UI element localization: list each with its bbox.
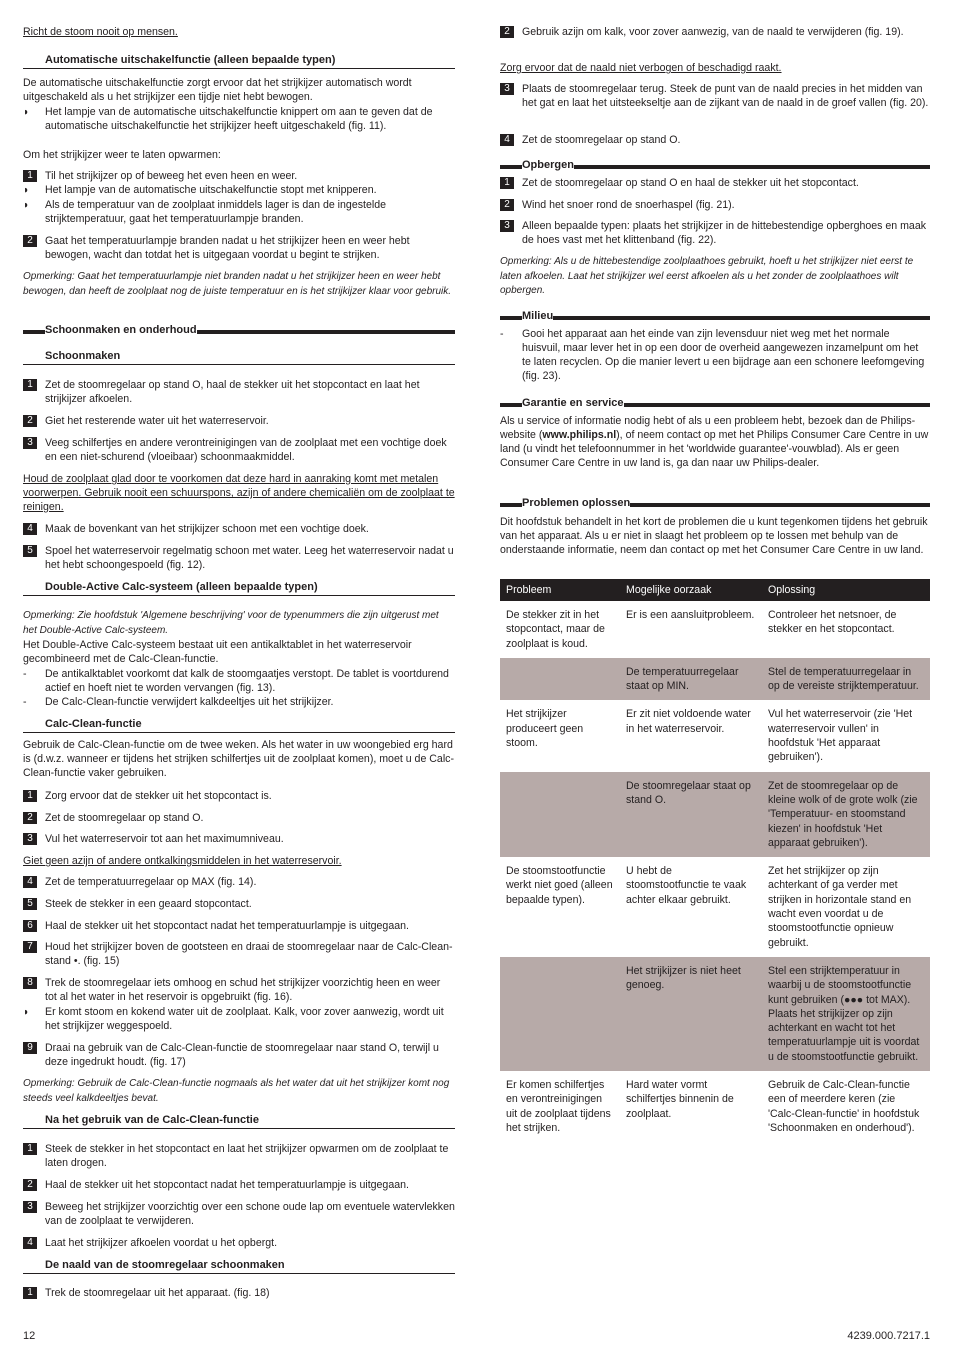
step-1 xyxy=(23,789,455,803)
guarantee-text-b: ), of neem contact op met het Philips Consumer Care Centre in uw land (u vindt het telefoonnummer in het 'worldwide guarantee'-vouwblad). Als er geen Consumer Care Centre in uw land is, ga dan naar uw Philips-dealer. xyxy=(500,429,929,469)
subheading-double-active: Double-Active Calc-systeem (alleen bepaalde typen) xyxy=(23,580,455,596)
step-number: 3 xyxy=(23,1201,37,1213)
step-2 xyxy=(23,234,455,262)
step-text: Zet de stoomregelaar op stand O en haal de stekker uit het stopcontact. xyxy=(522,177,859,189)
heading-bar xyxy=(23,330,45,334)
cell-cause: U hebt de stoomstootfunctie te vaak achter elkaar gebruikt. xyxy=(626,865,747,906)
step-number: 4 xyxy=(23,1237,37,1249)
step-2 xyxy=(23,414,455,428)
step-text: Haal de stekker uit het stopcontact nadat het temperatuurlampje is uitgegaan. xyxy=(45,920,409,932)
cell-solution: Zet de stoomregelaar op de kleine wolk of de grote wolk (zie 'Temperatuur- en stoomstand kiezen' in hoofdstuk 'Het apparaat gebruiken'). xyxy=(762,772,930,857)
step-5 xyxy=(23,897,455,911)
step-text: Wind het snoer rond de snoerhaspel (fig. 21). xyxy=(522,199,735,211)
heading-bar xyxy=(630,503,930,507)
step-text: Beweeg het strijkijzer voorzichtig over een schone oude lap om eventuele watervlekken van de zoolplaat te verwijderen. xyxy=(45,1201,455,1227)
cell-cause: De temperatuurregelaar staat op MIN. xyxy=(620,658,762,701)
cell-problem: Er komen schilfertjes en verontreinigingen uit de zoolplaat tijdens het strijken. xyxy=(506,1079,611,1134)
step-4 xyxy=(23,875,455,889)
step-3 xyxy=(500,82,930,110)
step-number: 3 xyxy=(500,220,514,232)
cell-cause: Hard water vormt schilfertjes binnenin de zoolplaat. xyxy=(626,1079,734,1120)
step-number: 1 xyxy=(23,1143,37,1155)
guarantee-para xyxy=(500,414,930,470)
cell-solution: Zet het strijkijzer op zijn achterkant of ga verder met strijken in horizontale stand en wacht even voordat u de stoomstootfunctie opnieuw gebruikt. xyxy=(768,865,912,949)
step-2 xyxy=(23,1178,455,1192)
table-row xyxy=(500,700,930,771)
step-number: 3 xyxy=(23,437,37,449)
step-text: Maak de bovenkant van het strijkijzer schoon met een vochtige doek. xyxy=(45,523,369,535)
cell-cause: De stoomregelaar staat op stand O. xyxy=(620,772,762,857)
bullet-icon: ◗ xyxy=(23,106,30,118)
step-number: 2 xyxy=(23,812,37,824)
step-text: Zet de stoomregelaar op stand O. xyxy=(45,812,204,824)
auto-off-heading: Automatische uitschakelfunctie (alleen bepaalde typen) xyxy=(23,53,455,69)
calc-clean-para: Gebruik de Calc-Clean-functie om de twee weken. Als het water in uw woongebied erg hard is (d.w.z. wanneer er tijdens het strijken schilfertjes uit de zoolplaat komen), moet u de Calc-Clean-functie vaker gebruiken. xyxy=(23,739,455,779)
step-3 xyxy=(23,1200,455,1228)
step-text: Gebruik azijn om kalk, voor zover aanwezig, van de naald te verwijderen (fig. 19). xyxy=(522,26,904,38)
bullet xyxy=(23,198,455,226)
step-number: 2 xyxy=(23,235,37,247)
cell-problem xyxy=(500,957,620,1071)
header-solution: Oplossing xyxy=(762,579,930,601)
cleaning-warning: Houd de zoolplaat glad door te voorkomen dat deze hard in aanraking komt met metalen voorwerpen. Gebruik nooit een schuurspons, azijn of andere chemicaliën om de zoolplaat te reinigen. xyxy=(23,473,455,513)
dash-item xyxy=(23,667,455,695)
step-number: 3 xyxy=(23,833,37,845)
cell-cause: Er zit niet voldoende water in het waterreservoir. xyxy=(626,708,751,735)
auto-off-para: De automatische uitschakelfunctie zorgt ervoor dat het strijkijzer automatisch wordt uitgeschakeld als u het strijkijzer een tijdje niet hebt bewogen. xyxy=(23,77,412,103)
heading-bar xyxy=(197,330,455,334)
subheading-calc-clean: Calc-Clean-functie xyxy=(23,717,455,733)
troubleshooting-para: Dit hoofdstuk behandelt in het kort de problemen die u kunt tegenkomen tijdens het gebruik van het apparaat. Als u er niet in slaagt het probleem op te lossen met behulp van de onderstaande informatie, neem dan contact op met het Consumer Care Centre in uw land. xyxy=(500,516,928,556)
auto-off-bullet xyxy=(23,105,455,133)
auto-off-para2: Om het strijkijzer weer te laten opwarmen: xyxy=(23,149,221,161)
step-text: Spoel het waterreservoir regelmatig schoon met water. Leeg het waterreservoir nadat u het hebt schoongespoeld (fig. 12). xyxy=(45,545,454,571)
step-text: Zet de temperatuurregelaar op MAX (fig. 14). xyxy=(45,876,257,888)
calc-clean-note: Opmerking: Gebruik de Calc-Clean-functie nogmaals als het water dat uit het strijkijzer komt nog steeds veel kalkdeeltjes bevat. xyxy=(23,1078,450,1104)
table-header-row xyxy=(500,579,930,601)
dash-text: De antikalktablet voorkomt dat kalk de stoomgaatjes verstopt. De tablet is voortdurend actief en hoeft niet te worden vervangen (fig. 13). xyxy=(45,668,449,694)
step-2 xyxy=(500,25,930,39)
step-number: 2 xyxy=(23,1179,37,1191)
step-text: Plaats de stoomregelaar terug. Steek de punt van de naald precies in het midden van het gat en laat het uitsteekseltje aan de zijkant van de naald in de groef vallen (fig. 20). xyxy=(522,83,929,109)
step-4 xyxy=(500,133,930,147)
heading-bar xyxy=(574,165,930,169)
subheading-cleaning: Schoonmaken xyxy=(23,349,455,365)
section-heading-troubleshooting xyxy=(500,496,930,510)
step-1 xyxy=(23,1142,455,1170)
header-problem: Probleem xyxy=(500,579,620,601)
step-1 xyxy=(23,378,455,406)
step-4 xyxy=(23,1236,455,1250)
step-text: Gaat het temperatuurlampje branden nadat u het strijkijzer heen en weer hebt bewogen, wacht dan totdat het is uitgegaan voordat u begint te strijken. xyxy=(45,235,410,261)
step-text: Steek de stekker in een geaard stopcontact. xyxy=(45,898,252,910)
section-title: Schoonmaken en onderhoud xyxy=(45,324,197,336)
step-number: 5 xyxy=(23,898,37,910)
step-number: 1 xyxy=(23,379,37,391)
section-heading-storage xyxy=(500,158,930,172)
dash-text: De Calc-Clean-functie verwijdert kalkdeeltjes uit het strijkijzer. xyxy=(45,696,334,708)
guarantee-text-a: Als u service of informatie nodig hebt of als u een probleem hebt, bezoek dan de Philips-website ( xyxy=(500,415,916,441)
storage-note: Opmerking: Als u de hittebestendige zoolplaathoes gebruikt, hoeft u het strijkijzer niet eerst te laten afkoelen. Laat het strijkijzer wel eerst afkoelen als u het zonder de zoolplaathoes wilt opbergen. xyxy=(500,256,914,296)
auto-off-note: Opmerking: Gaat het temperatuurlampje niet branden nadat u het strijkijzer heen en weer hebt bewogen, dan heeft de zoolplaat nog de juiste temperatuur en is het strijkijzer klaar voor gebruik. xyxy=(23,271,452,297)
dash-item xyxy=(500,327,930,383)
heading-bar xyxy=(500,316,522,320)
header-cause: Mogelijke oorzaak xyxy=(620,579,762,601)
table-row xyxy=(500,957,930,1071)
step-number: 2 xyxy=(500,26,514,38)
step-text: Alleen bepaalde typen: plaats het strijkijzer in de hittebestendige opberghoes en maak de hoes vast met het klittenband (fig. 22). xyxy=(522,220,927,246)
calc-clean-warning: Giet geen azijn of andere ontkalkingsmiddelen in het waterreservoir. xyxy=(23,855,342,867)
step-number: 7 xyxy=(23,941,37,953)
section-heading-guarantee xyxy=(500,396,930,410)
table-row xyxy=(500,1071,930,1142)
section-title: Opbergen xyxy=(522,159,574,171)
step-number: 1 xyxy=(23,1287,37,1299)
cell-problem: Het strijkijzer produceert geen stoom. xyxy=(506,708,584,750)
heading-bar xyxy=(500,403,522,407)
cell-solution: Stel de temperatuurregelaar in op de vereiste strijktemperatuur. xyxy=(762,658,930,701)
section-title: Milieu xyxy=(522,310,554,322)
step-number: 3 xyxy=(500,83,514,95)
document-code: 4239.000.7217.1 xyxy=(847,1330,930,1342)
step-text: Zorg ervoor dat de stekker uit het stopcontact is. xyxy=(45,790,272,802)
step-number: 5 xyxy=(23,545,37,557)
heading-bar xyxy=(624,403,930,407)
cell-cause: Het strijkijzer is niet heet genoeg. xyxy=(620,957,762,1071)
step-number: 9 xyxy=(23,1042,37,1054)
double-active-para: Het Double-Active Calc-systeem bestaat uit een antikalktablet in het waterreservoir gecombineerd met de Calc-Clean-functie. xyxy=(23,639,412,665)
step-8 xyxy=(23,976,455,1004)
cell-problem xyxy=(500,658,620,701)
bullet-icon: ◗ xyxy=(23,199,30,211)
intro-warning: Richt de stoom nooit op mensen. xyxy=(23,26,178,38)
step-1 xyxy=(500,176,930,190)
step-number: 4 xyxy=(23,876,37,888)
page-number: 12 xyxy=(23,1330,36,1342)
step-text: Houd het strijkijzer boven de gootsteen en draai de stoomregelaar naar de Calc-Clean-stand •. (fig. 15) xyxy=(45,941,453,967)
cell-solution: Stel een strijktemperatuur in waarbij u de stoomstootfunctie kunt gebruiken (●●● tot MAX). Plaats het strijkijzer op zijn achterkant en wacht tot het temperatuurlampje uit is voordat u de stoomstootfunctie gebruikt. xyxy=(762,957,930,1071)
troubleshooting-table xyxy=(500,579,930,1142)
step-number: 1 xyxy=(23,790,37,802)
step-1 xyxy=(23,1286,455,1300)
step-number: 4 xyxy=(500,134,514,146)
cell-problem xyxy=(500,772,620,857)
step-text: Trek de stoomregelaar iets omhoog en schud het strijkijzer voorzichtig heen en weer tot al het water in het reservoir is opgebruikt (fig. 16). xyxy=(45,977,441,1003)
step-2 xyxy=(500,198,930,212)
step-text: Trek de stoomregelaar uit het apparaat. (fig. 18) xyxy=(45,1287,270,1299)
bullet-text: Er komt stoom en kokend water uit de zoolplaat. Kalk, voor zover aanwezig, wordt uit het strijkijzer weggespoeld. xyxy=(45,1006,444,1032)
dash-text: Gooi het apparaat aan het einde van zijn levensduur niet weg met het normale huisvuil, maar lever het in op een door de overheid aangewezen inzamelpunt om het te laten recyclen. Op die manier levert u een bijdrage aan een schonere leefomgeving (fig. 23). xyxy=(522,328,925,382)
step-number: 4 xyxy=(23,523,37,535)
section-title: Garantie en service xyxy=(522,397,624,409)
bullet-icon: ◗ xyxy=(23,1006,30,1018)
cell-problem: De stekker zit in het stopcontact, maar de zoolplaat is koud. xyxy=(506,609,605,650)
step-text: Zet de stoomregelaar op stand O, haal de stekker uit het stopcontact en laat het strijkijzer afkoelen. xyxy=(45,379,420,405)
section-heading-cleaning xyxy=(23,323,455,337)
bullet-text: Als de temperatuur van de zoolplaat inmiddels lager is dan de ingestelde strijktemperatuur, gaat het temperatuurlampje branden. xyxy=(45,199,386,225)
step-text: Draai na gebruik van de Calc-Clean-functie de stoomregelaar naar stand O, terwijl u deze ingedrukt houdt. (fig. 17) xyxy=(45,1042,439,1068)
heading-bar xyxy=(500,503,522,507)
bullet-text: Het lampje van de automatische uitschakelfunctie knippert om aan te geven dat de automatische uitschakelfunctie het strijkijzer heeft uitgeschakeld (fig. 11). xyxy=(45,106,433,132)
step-text: Steek de stekker in het stopcontact en laat het strijkijzer opwarmen om de zoolplaat te laten drogen. xyxy=(45,1143,449,1169)
step-3 xyxy=(23,436,455,464)
step-5 xyxy=(23,544,455,572)
double-active-note: Opmerking: Zie hoofdstuk 'Algemene beschrijving' voor de typenummers die zijn uitgerust met het Double-Active Calc-systeem. xyxy=(23,610,439,636)
table-row xyxy=(500,857,930,957)
step-3 xyxy=(23,832,455,846)
bullet xyxy=(23,1005,455,1033)
step-number: 6 xyxy=(23,920,37,932)
step-text: Vul het waterreservoir tot aan het maximumniveau. xyxy=(45,833,284,845)
step-text: Giet het resterende water uit het waterreservoir. xyxy=(45,415,269,427)
step-text: Zet de stoomregelaar op stand O. xyxy=(522,134,681,146)
cell-solution: Vul het waterreservoir (zie 'Het waterreservoir vullen' in hoofdstuk 'Het apparaat gebruiken'). xyxy=(768,708,913,764)
step-number: 2 xyxy=(500,199,514,211)
bullet xyxy=(23,183,455,197)
dash-icon: - xyxy=(500,328,504,340)
step-number: 2 xyxy=(23,415,37,427)
step-2 xyxy=(23,811,455,825)
heading-bar xyxy=(553,316,930,320)
section-heading-environment xyxy=(500,309,930,323)
cell-solution: Gebruik de Calc-Clean-functie een of meerdere keren (zie 'Calc-Clean-functie' in hoofdstuk 'Schoonmaken en onderhoud'). xyxy=(768,1079,920,1134)
step-number: 1 xyxy=(23,170,37,182)
cell-problem: De stoomstootfunctie werkt niet goed (alleen bepaalde typen). xyxy=(506,865,613,906)
step-number: 1 xyxy=(500,177,514,189)
needle-warning-wrap xyxy=(500,61,930,75)
step-text: Haal de stekker uit het stopcontact nadat het temperatuurlampje is uitgegaan. xyxy=(45,1179,409,1191)
section-title: Problemen oplossen xyxy=(522,497,631,509)
bullet-icon: ◗ xyxy=(23,184,30,196)
dash-icon: - xyxy=(23,668,27,680)
table-row xyxy=(500,658,930,701)
subheading-needle: De naald van de stoomregelaar schoonmaken xyxy=(23,1258,455,1274)
dash-item xyxy=(23,695,455,709)
dash-icon: - xyxy=(23,696,27,708)
step-6 xyxy=(23,919,455,933)
bullet-text: Het lampje van de automatische uitschakelfunctie stopt met knipperen. xyxy=(45,184,377,196)
troubleshooting-table-wrap xyxy=(500,579,930,1142)
step-3 xyxy=(500,219,930,247)
cell-cause: Er is een aansluitprobleem. xyxy=(626,609,755,621)
step-7 xyxy=(23,940,455,968)
step-9 xyxy=(23,1041,455,1069)
calc-clean-warning-wrap xyxy=(23,854,455,868)
subheading-after-calc-clean: Na het gebruik van de Calc-Clean-functie xyxy=(23,1113,455,1129)
table-row xyxy=(500,601,930,658)
cell-solution: Controleer het netsnoer, de stekker en het stopcontact. xyxy=(768,609,897,636)
step-4 xyxy=(23,522,455,536)
step-text: Til het strijkijzer op of beweeg het even heen en weer. xyxy=(45,170,298,182)
step-1 xyxy=(23,169,455,183)
needle-warning: Zorg ervoor dat de naald niet verbogen of beschadigd raakt. xyxy=(500,62,782,74)
table-row xyxy=(500,772,930,857)
heading-bar xyxy=(500,165,522,169)
step-text: Laat het strijkijzer afkoelen voordat u het opbergt. xyxy=(45,1237,278,1249)
step-text: Veeg schilfertjes en andere verontreinigingen van de zoolplaat met een vochtige doek en een niet-schurend (vloeibaar) schoonmaakmiddel. xyxy=(45,437,447,463)
philips-link[interactable]: www.philips.nl xyxy=(542,429,617,441)
step-number: 8 xyxy=(23,977,37,989)
